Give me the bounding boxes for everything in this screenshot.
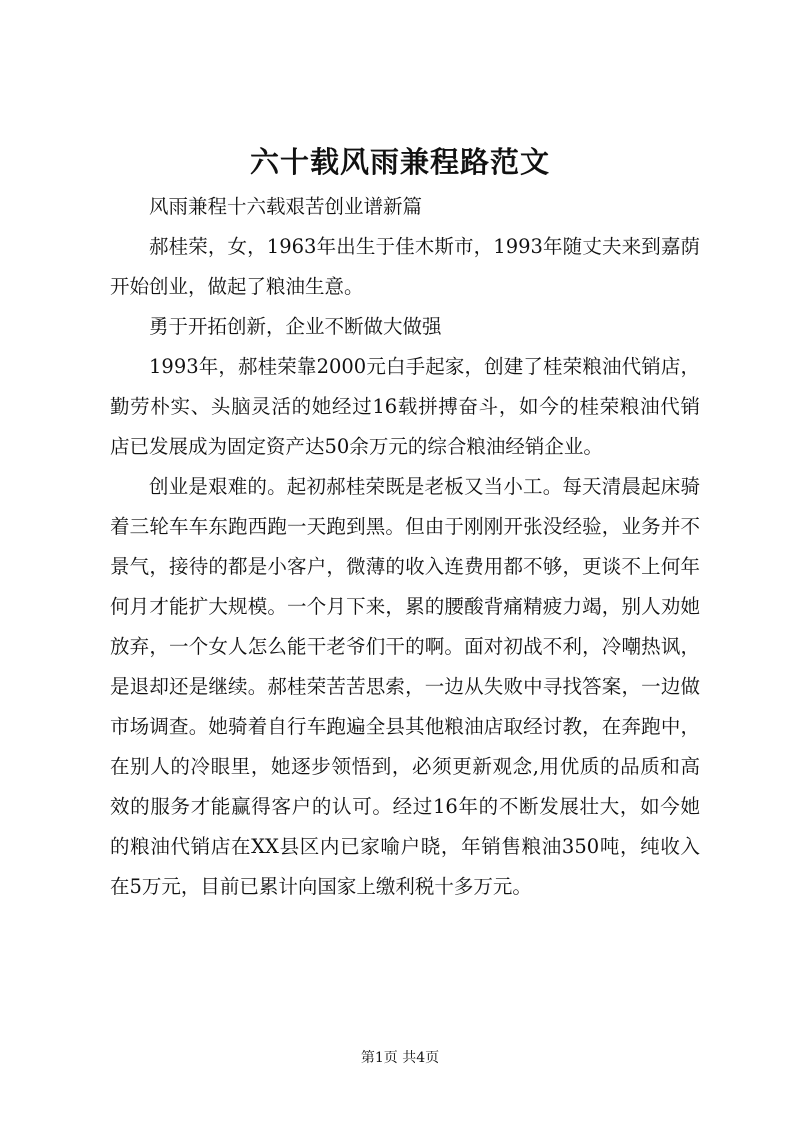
paragraph-intro: 郝桂荣，女，1963年出生于佳木斯市，1993年随丈夫来到嘉荫开始创业，做起了粮油生意。 [110,235,700,298]
paragraph-subtitle: 风雨兼程十六载艰苦创业谱新篇 [149,195,423,218]
document-body [110,187,700,907]
paragraph-founding: 1993年，郝桂荣靠2000元白手起家，创建了桂荣粮油代销店，勤劳朴实、头脑灵活的她经过16载拼搏奋斗，如今的桂荣粮油代销店已发展成为固定资产达50余万元的综合粮油经销企业。 [110,355,700,458]
paragraph-heading: 勇于开拓创新，企业不断做大做强 [149,315,442,338]
document-title: 六十载风雨兼程路范文 [249,145,550,179]
paragraph-hardship: 创业是艰难的。起初郝桂荣既是老板又当小工。每天清晨起床骑着三轮车车东跑西跑一天跑到黑。但由于刚刚开张没经验，业务并不景气，接待的都是小客户，微薄的收入连费用都不够，更谈不上何年何月才能扩大规模。一个月下来，累的腰酸背痛精疲力竭，别人劝她放弃，一个女人怎么能干老爷们干的啊。面对初战不利，冷嘲热讽，是退却还是继续。郝桂荣苦苦思索，一边从失败中寻找答案，一边做市场调查。她骑着自行车跑遍全县其他粮油店取经讨教，在奔跑中，在别人的冷眼里，她逐步领悟到，必须更新观念,用优质的品质和高效的服务才能赢得客户的认可。经过16年的不断发展壮大，如今她的粮油代销店在XX县区内已家喻户晓，年销售粮油350吨，纯收入在5万元，目前已累计向国家上缴利税十多万元。 [110,475,700,898]
page-footer: 第1页 共4页 [360,1050,440,1066]
